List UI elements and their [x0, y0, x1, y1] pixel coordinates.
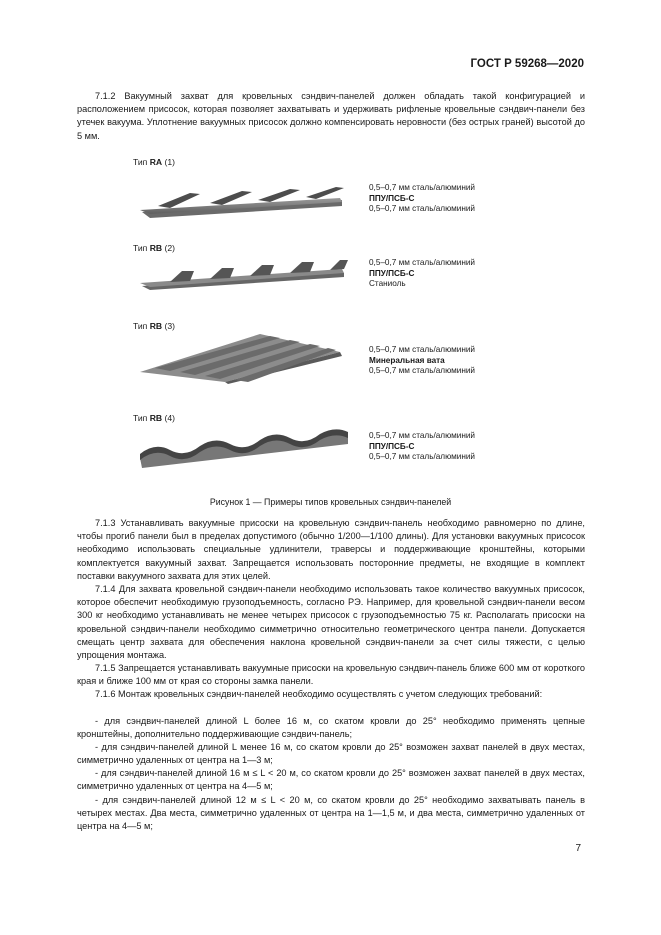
- list-item: - для сэндвич-панелей длиной 16 м ≤ L < 20 м, со скатом кровли до 25° возможен захват панелей в двух местах, симметрично удаленных от центра на 4—5 м;: [77, 768, 585, 792]
- list-item: - для сэндвич-панелей длиной 12 м ≤ L < 20 м, со скатом кровли до 25° необходимо захватывать панель в четырех местах. Два места, симметрично удаленных от центра на 1—1,5 м, и два места, симметрично удаленных от центра на 4—5 м;: [77, 795, 585, 832]
- paragraph-7-1-6: 7.1.6 Монтаж кровельных сэндвич-панелей необходимо осуществлять с учетом следующих требований:: [95, 689, 543, 699]
- sandwich-panel-rb2-illustration: [130, 253, 355, 291]
- panel-type-label-4: Тип RB (4): [133, 413, 176, 423]
- sandwich-panel-rb3-illustration: [130, 322, 355, 384]
- list-item: - для сэндвич-панелей длиной L менее 16 м, со скатом кровли до 25° возможен захват панелей в двух местах, симметрично удаленных от центра на 1—3 м;: [77, 742, 585, 766]
- paragraph-7-1-2: 7.1.2 Вакуумный захват для кровельных сэндвич-панелей должен обладать такой конфигурацией и расположением присосок, которая позволяет захватывать и удерживать рифленые кровельные сэндвич-панели без утечек вакуума. Уплотнение вакуумных присосок должно компенсировать неровности (без острых граней) высотой до 5 мм.: [77, 91, 585, 141]
- panel-layers-2: 0,5–0,7 мм сталь/алюминий ППУ/ПСБ-С Станиоль: [369, 258, 475, 289]
- sandwich-panel-rb4-illustration: [130, 424, 355, 470]
- sandwich-panel-ra-illustration: [130, 180, 355, 220]
- list-item: - для сэндвич-панелей длиной L более 16 м, со скатом кровли до 25° необходимо применять цепные кронштейны, дополнительно поддерживающие сэндвич-панель;: [77, 716, 585, 740]
- panel-layers-1: 0,5–0,7 мм сталь/алюминий ППУ/ПСБ-С 0,5–0,7 мм сталь/алюминий: [369, 183, 475, 214]
- panel-type-label-1: Тип RA (1): [133, 157, 176, 167]
- panel-layers-4: 0,5–0,7 мм сталь/алюминий ППУ/ПСБ-С 0,5–0,7 мм сталь/алюминий: [369, 431, 475, 462]
- figure-caption: Рисунок 1 — Примеры типов кровельных сэндвич-панелей: [209, 497, 452, 507]
- paragraph-7-1-3: 7.1.3 Устанавливать вакуумные присоски на кровельную сэндвич-панель необходимо равномерно по длине, чтобы прогиб панели был в пределах допустимого (обычно 1/200—1/100 длины). Для установки вакуумных присосок необходимо использовать специальные удлинители, траверсы и поддерживающие кронштейны, которыми комплектуется вакуумный захват. Запрещается использовать посторонние предметы, не входящие в комплект поставки вакуумного захвата для этих целей.: [77, 518, 585, 581]
- page-number: 7: [575, 843, 581, 854]
- panel-layers-3: 0,5–0,7 мм сталь/алюминий Минеральная вата 0,5–0,7 мм сталь/алюминий: [369, 345, 475, 376]
- panel-type-label-2: Тип RB (2): [133, 243, 176, 253]
- panel-type-label-3: Тип RB (3): [133, 321, 176, 331]
- standard-header: ГОСТ Р 59268—2020: [470, 58, 584, 70]
- paragraph-7-1-4: 7.1.4 Для захвата кровельной сэндвич-панели необходимо использовать такое количество вакуумных присосок, которое обеспечит необходимую грузоподъемность, согласно РЭ. Например, для кровельной сэндвич-панели весом 300 кг необходимо устанавливать не менее четырех присосок с грузоподъемностью 75 кг. Располагать присоски на кровельной сэндвич-панели необходимо симметрично относительно геометрического центра панели. Допускается смещать центр захвата для обеспечения наклона кровельной сэндвич-панели за счет силы тяжести, с целью упрощения монтажа.: [77, 584, 585, 661]
- paragraph-7-1-5: 7.1.5 Запрещается устанавливать вакуумные присоски на кровельную сэндвич-панель ближе 600 мм от короткого края и ближе 100 мм от края со стороны замка панели.: [77, 663, 585, 687]
